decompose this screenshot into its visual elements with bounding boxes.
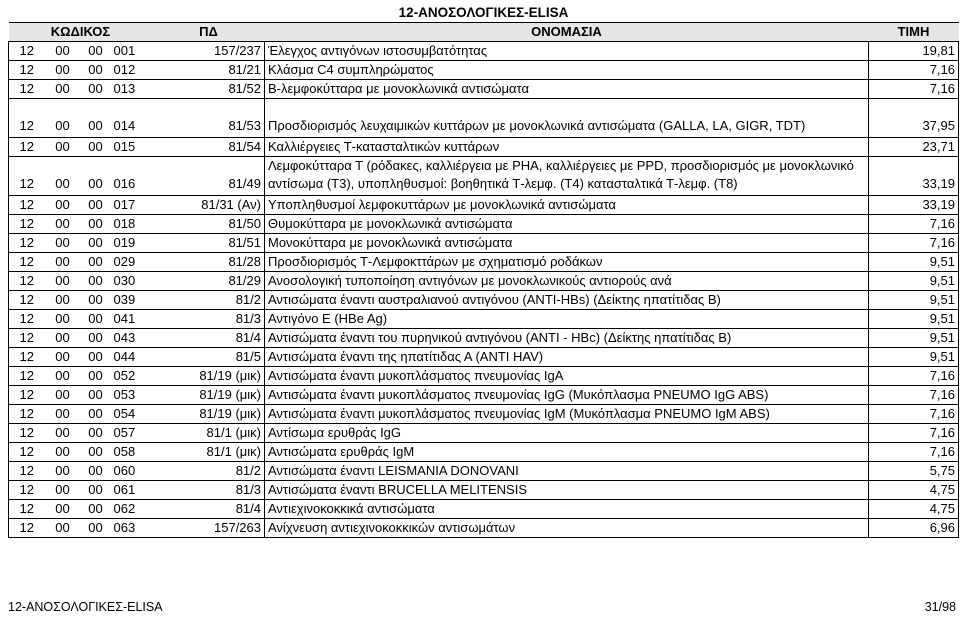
exam-price: 7,16: [869, 80, 959, 99]
code-part-2: 00: [45, 99, 81, 138]
code-part-4: 054: [111, 405, 153, 424]
code-part-2: 00: [45, 234, 81, 253]
code-part-1: 12: [9, 462, 45, 481]
code-part-1: 12: [9, 99, 45, 138]
table-row: [9, 500, 959, 519]
code-part-1: 12: [9, 329, 45, 348]
pd-reference: 81/54: [153, 138, 265, 157]
code-part-3: 00: [81, 462, 111, 481]
code-part-4: 053: [111, 386, 153, 405]
pd-reference: 81/29: [153, 272, 265, 291]
code-part-3: 00: [81, 196, 111, 215]
code-part-3: 00: [81, 272, 111, 291]
pd-reference: 81/50: [153, 215, 265, 234]
exam-price: 19,81: [869, 42, 959, 61]
exam-name: Αντισώματα έναντι BRUCELLA MELITENSIS: [265, 481, 869, 500]
table-row: [9, 367, 959, 386]
code-part-2: 00: [45, 367, 81, 386]
code-part-3: 00: [81, 329, 111, 348]
code-part-3: 00: [81, 348, 111, 367]
pd-reference: 81/3: [153, 481, 265, 500]
exam-name: Αντιγόνο Ε (HBe Ag): [265, 310, 869, 329]
code-part-4: 041: [111, 310, 153, 329]
footer-page-number: 31/98: [924, 600, 956, 614]
exam-name: Έλεγχος αντιγόνων ιστοσυμβατότητας: [265, 42, 869, 61]
code-part-1: 12: [9, 443, 45, 462]
table-row: [9, 424, 959, 443]
exam-price: 7,16: [869, 367, 959, 386]
code-part-4: 019: [111, 234, 153, 253]
table-row: [9, 481, 959, 500]
exam-price: 7,16: [869, 405, 959, 424]
exam-price: 7,16: [869, 234, 959, 253]
code-part-3: 00: [81, 519, 111, 538]
code-part-4: 063: [111, 519, 153, 538]
code-part-2: 00: [45, 196, 81, 215]
code-part-1: 12: [9, 386, 45, 405]
price-table: [8, 4, 959, 538]
pd-reference: 81/51: [153, 234, 265, 253]
exam-price: 9,51: [869, 329, 959, 348]
table-row: [9, 443, 959, 462]
code-part-2: 00: [45, 481, 81, 500]
exam-price: 7,16: [869, 386, 959, 405]
code-part-4: 001: [111, 42, 153, 61]
exam-price: 37,95: [869, 99, 959, 138]
code-part-1: 12: [9, 348, 45, 367]
exam-price: 9,51: [869, 272, 959, 291]
exam-price: 9,51: [869, 253, 959, 272]
column-header-price: ΤΙΜΗ: [869, 23, 959, 42]
table-row: [9, 253, 959, 272]
code-part-3: 00: [81, 61, 111, 80]
exam-name: Αντισώματα έναντι LEISMANIA DONOVANI: [265, 462, 869, 481]
pd-reference: 81/1 (μικ): [153, 443, 265, 462]
exam-name: Ανοσολογική τυποποίηση αντιγόνων με μονοκλωνικούς αντιορούς ανά: [265, 272, 869, 291]
code-part-3: 00: [81, 99, 111, 138]
code-part-4: 030: [111, 272, 153, 291]
exam-price: 7,16: [869, 215, 959, 234]
code-part-2: 00: [45, 462, 81, 481]
exam-name: Καλλιέργειες Τ-κατασταλτικών κυττάρων: [265, 138, 869, 157]
exam-name: Προσδιορισμός Τ-Λεμφοκττάρων με σχηματισμό ροδάκων: [265, 253, 869, 272]
code-part-1: 12: [9, 234, 45, 253]
code-part-1: 12: [9, 500, 45, 519]
code-part-2: 00: [45, 291, 81, 310]
exam-name: Αντιεχινοκοκκικά αντισώματα: [265, 500, 869, 519]
exam-price: 9,51: [869, 291, 959, 310]
table-row: [9, 272, 959, 291]
code-part-4: 017: [111, 196, 153, 215]
pd-reference: 81/3: [153, 310, 265, 329]
code-part-3: 00: [81, 405, 111, 424]
code-part-2: 00: [45, 348, 81, 367]
code-part-3: 00: [81, 138, 111, 157]
exam-price: 7,16: [869, 61, 959, 80]
exam-price: 33,19: [869, 196, 959, 215]
table-row: [9, 329, 959, 348]
table-row: [9, 519, 959, 538]
pd-reference: 81/2: [153, 462, 265, 481]
exam-price: 9,51: [869, 310, 959, 329]
exam-price: 33,19: [869, 157, 959, 196]
code-part-4: 012: [111, 61, 153, 80]
code-part-1: 12: [9, 80, 45, 99]
code-part-1: 12: [9, 138, 45, 157]
code-part-1: 12: [9, 405, 45, 424]
code-part-1: 12: [9, 424, 45, 443]
code-part-1: 12: [9, 157, 45, 196]
table-row: [9, 215, 959, 234]
exam-price: 23,71: [869, 138, 959, 157]
table-row: [9, 80, 959, 99]
code-part-3: 00: [81, 157, 111, 196]
code-part-4: 052: [111, 367, 153, 386]
exam-name: Αντισώματα έναντι μυκοπλάσματος πνευμονίας IgA: [265, 367, 869, 386]
code-part-4: 062: [111, 500, 153, 519]
exam-name: Αντισώματα έναντι του πυρηνικού αντιγόνου (ANTI - HBc) (Δείκτης ηπατίτιδας Β): [265, 329, 869, 348]
code-part-1: 12: [9, 272, 45, 291]
exam-name: Υποπληθυσμοί λεμφοκυττάρων με μονοκλωνικά αντισώματα: [265, 196, 869, 215]
code-part-3: 00: [81, 291, 111, 310]
document-title: 12-ΑΝΟΣΟΛΟΓΙΚΕΣ-ELISA: [398, 5, 569, 20]
pd-reference: 81/31 (Αν): [153, 196, 265, 215]
code-part-1: 12: [9, 367, 45, 386]
code-part-1: 12: [9, 481, 45, 500]
exam-name: Προσδιορισμός λευχαιμικών κυττάρων με μονοκλωνικά αντισώματα (GALLA, LA, GIGR, TDT): [265, 99, 869, 138]
pd-reference: 81/21: [153, 61, 265, 80]
code-part-2: 00: [45, 329, 81, 348]
code-part-4: 043: [111, 329, 153, 348]
code-part-4: 029: [111, 253, 153, 272]
code-part-2: 00: [45, 500, 81, 519]
pd-reference: 81/19 (μικ): [153, 386, 265, 405]
table-row: [9, 462, 959, 481]
code-part-4: 058: [111, 443, 153, 462]
code-part-4: 014: [111, 99, 153, 138]
pd-reference: 81/2: [153, 291, 265, 310]
exam-name: Αντισώματα έναντι μυκοπλάσματος πνευμονίας IgG (Μυκόπλασμα PNEUMO IgG ABS): [265, 386, 869, 405]
table-row: [9, 196, 959, 215]
code-part-4: 039: [111, 291, 153, 310]
code-part-2: 00: [45, 253, 81, 272]
pd-reference: 81/1 (μικ): [153, 424, 265, 443]
code-part-3: 00: [81, 215, 111, 234]
exam-price: 4,75: [869, 500, 959, 519]
pd-reference: 81/52: [153, 80, 265, 99]
code-part-3: 00: [81, 310, 111, 329]
code-part-1: 12: [9, 42, 45, 61]
code-part-4: 060: [111, 462, 153, 481]
pd-reference: 81/4: [153, 329, 265, 348]
code-part-1: 12: [9, 310, 45, 329]
code-part-1: 12: [9, 291, 45, 310]
page-footer: [0, 597, 960, 619]
table-row: [9, 310, 959, 329]
exam-name: Αντισώματα έναντι αυστραλιανού αντιγόνου (ANTI-HBs) (Δείκτης ηπατίτιδας Β): [265, 291, 869, 310]
pd-reference: 81/53: [153, 99, 265, 138]
exam-name: Θυμοκύτταρα με μονοκλωνικά αντισώματα: [265, 215, 869, 234]
pd-reference: 157/237: [153, 42, 265, 61]
pd-reference: 81/4: [153, 500, 265, 519]
code-part-1: 12: [9, 253, 45, 272]
table-row: [9, 61, 959, 80]
code-part-1: 12: [9, 215, 45, 234]
code-part-4: 044: [111, 348, 153, 367]
code-part-3: 00: [81, 80, 111, 99]
exam-price: 4,75: [869, 481, 959, 500]
table-row: [9, 234, 959, 253]
table-body: [9, 42, 959, 538]
code-part-2: 00: [45, 310, 81, 329]
code-part-1: 12: [9, 61, 45, 80]
code-part-3: 00: [81, 386, 111, 405]
exam-name: Αντισώματα ερυθράς IgM: [265, 443, 869, 462]
code-part-2: 00: [45, 386, 81, 405]
code-part-3: 00: [81, 253, 111, 272]
code-part-2: 00: [45, 272, 81, 291]
code-part-1: 12: [9, 519, 45, 538]
exam-price: 7,16: [869, 443, 959, 462]
pd-reference: 81/49: [153, 157, 265, 196]
exam-name: Β-λεμφοκύτταρα με μονοκλωνικά αντισώματα: [265, 80, 869, 99]
exam-name: Κλάσμα C4 συμπληρώματος: [265, 61, 869, 80]
pd-reference: 81/19 (μικ): [153, 367, 265, 386]
code-part-4: 013: [111, 80, 153, 99]
code-part-2: 00: [45, 519, 81, 538]
table-row: [9, 348, 959, 367]
pd-reference: 81/5: [153, 348, 265, 367]
pd-reference: 157/263: [153, 519, 265, 538]
code-part-2: 00: [45, 424, 81, 443]
code-part-1: 12: [9, 196, 45, 215]
exam-price: 5,75: [869, 462, 959, 481]
code-part-3: 00: [81, 234, 111, 253]
exam-price: 7,16: [869, 424, 959, 443]
code-part-2: 00: [45, 61, 81, 80]
exam-name: Αντισώματα έναντι μυκοπλάσματος πνευμονίας IgM (Μυκόπλασμα PNEUMO IgM ABS): [265, 405, 869, 424]
column-header-code: ΚΩΔΙΚΟΣ: [9, 23, 153, 42]
code-part-2: 00: [45, 80, 81, 99]
exam-price: 6,96: [869, 519, 959, 538]
code-part-2: 00: [45, 443, 81, 462]
code-part-2: 00: [45, 215, 81, 234]
column-header-pd: ΠΔ: [153, 23, 265, 42]
code-part-4: 015: [111, 138, 153, 157]
code-part-3: 00: [81, 500, 111, 519]
table-row: [9, 42, 959, 61]
column-header-name: ΟΝΟΜΑΣΙΑ: [265, 23, 869, 42]
code-part-4: 018: [111, 215, 153, 234]
exam-name: Αντισώματα έναντι της ηπατίτιδας Α (ANTI HAV): [265, 348, 869, 367]
pd-reference: 81/28: [153, 253, 265, 272]
code-part-3: 00: [81, 424, 111, 443]
table-row: [9, 291, 959, 310]
code-part-3: 00: [81, 367, 111, 386]
footer-section-title: 12-ΑΝΟΣΟΛΟΓΙΚΕΣ-ELISA: [8, 600, 163, 614]
code-part-4: 061: [111, 481, 153, 500]
code-part-2: 00: [45, 138, 81, 157]
exam-name: Ανίχνευση αντιεχινοκοκκικών αντισωμάτων: [265, 519, 869, 538]
table-row: [9, 138, 959, 157]
code-part-2: 00: [45, 42, 81, 61]
table-row: [9, 405, 959, 424]
exam-name: Αντίσωμα ερυθράς IgG: [265, 424, 869, 443]
exam-name: Λεμφοκύτταρα Τ (ρόδακες, καλλιέργεια με PHA, καλλιέργειες με PPD, προσδιορισμός με μονοκλωνικό αντίσωμα (Τ3), υποπληθυσμοί: βοηθητικά Τ-λεμφ. (Τ4) κατασταλτικά Τ-λεμφ. (Τ8): [265, 157, 869, 196]
pd-reference: 81/19 (μικ): [153, 405, 265, 424]
code-part-2: 00: [45, 157, 81, 196]
code-part-3: 00: [81, 42, 111, 61]
table-row: [9, 386, 959, 405]
code-part-4: 057: [111, 424, 153, 443]
table-row: [9, 99, 959, 138]
exam-name: Μονοκύτταρα με μονοκλωνικά αντισώματα: [265, 234, 869, 253]
table-row: [9, 157, 959, 196]
exam-price: 9,51: [869, 348, 959, 367]
code-part-3: 00: [81, 443, 111, 462]
code-part-2: 00: [45, 405, 81, 424]
code-part-4: 016: [111, 157, 153, 196]
code-part-3: 00: [81, 481, 111, 500]
